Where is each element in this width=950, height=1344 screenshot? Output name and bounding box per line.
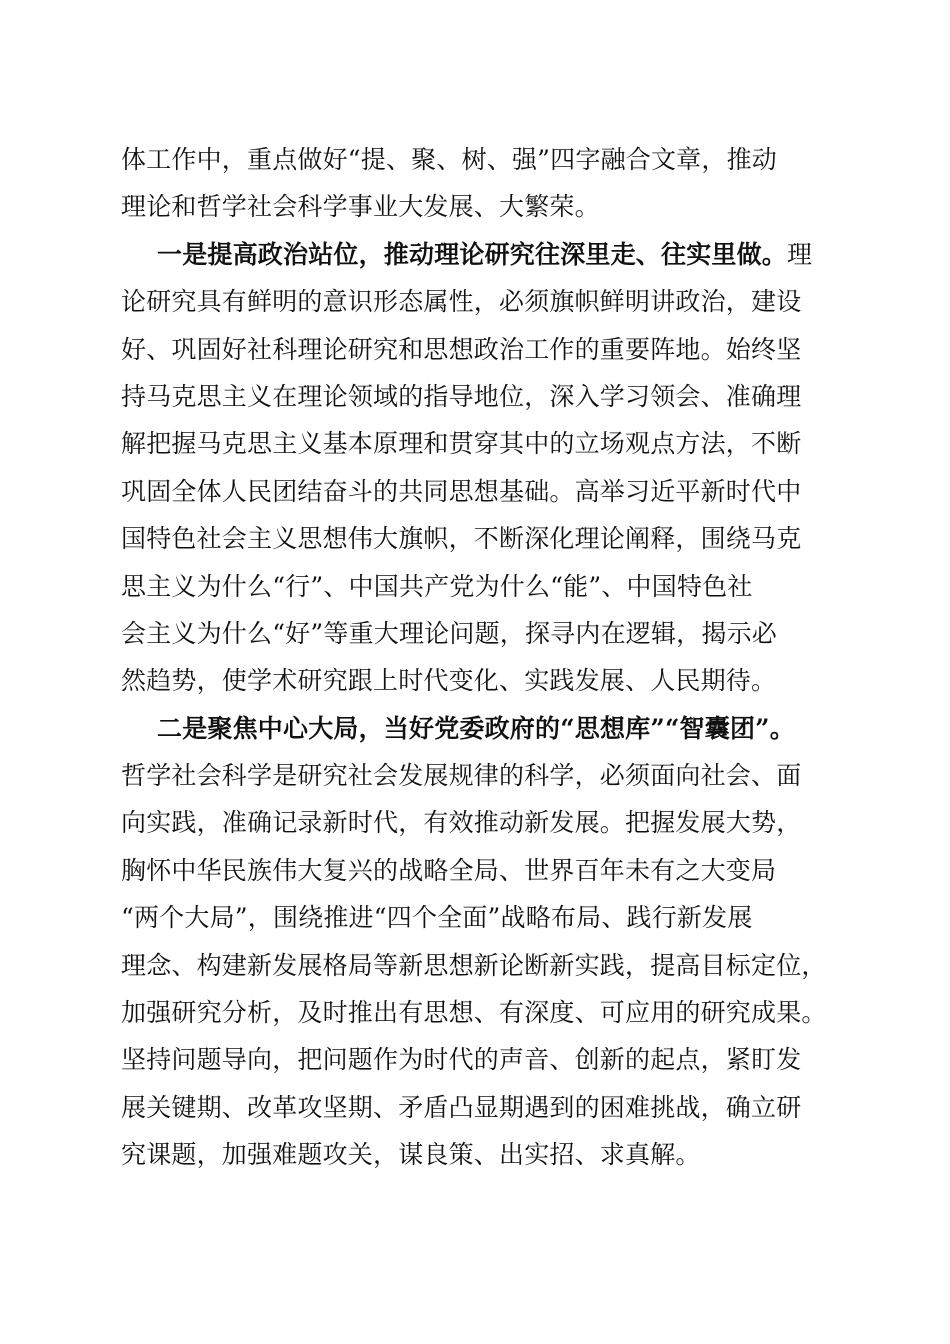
text-line: 国特色社会主义思想伟大旗帜，不断深化理论阐释，围绕马克 [121, 524, 802, 554]
text-fragment: 理 [787, 239, 813, 269]
text-line: 好、巩固好社科理论研究和思想政治工作的重要阵地。始终坚 [121, 334, 802, 364]
paragraph-intro [121, 136, 833, 231]
text-line: 思主义为什么“行”、中国共产党为什么“能”、中国特色社 [121, 571, 753, 601]
text-line: 巩固全体人民团结奋斗的共同思想基础。高举习近平新时代中 [121, 476, 802, 506]
text-line: 究课题，加强难题攻关，谋良策、出实招、求真解。 [121, 1140, 701, 1170]
text-line: 理论和哲学社会科学事业大发展、大繁荣。 [121, 192, 600, 222]
paragraph-political-stance [121, 231, 833, 705]
text-line: 胸怀中华民族伟大复兴的战略全局、世界百年未有之大变局 [121, 855, 777, 885]
paragraph-heading: 二是聚焦中心大局，当好党委政府的“思想库”“智囊团”。 [157, 713, 795, 743]
text-line: “两个大局”，围绕推进“四个全面”战略布局、践行新发展 [121, 903, 753, 933]
text-line: 论研究具有鲜明的意识形态属性，必须旗帜鲜明讲政治，建设 [121, 287, 802, 317]
text-line: 持马克思主义在理论领域的指导地位，深入学习领会、准确理 [121, 381, 802, 411]
text-line: 理念、构建新发展格局等新思想新论断新实践，提高目标定位， [121, 950, 827, 980]
text-line: 解把握马克思主义基本原理和贯穿其中的立场观点方法，不断 [121, 429, 802, 459]
document-body [121, 136, 833, 1179]
text-line: 坚持问题导向，把问题作为时代的声音、创新的起点，紧盯发 [121, 1045, 802, 1075]
text-line: 体工作中，重点做好“提、聚、树、强”四字融合文章，推动 [121, 145, 777, 174]
text-line: 向实践，准确记录新时代，有效推动新发展。把握发展大势， [121, 808, 802, 838]
text-line: 哲学社会科学是研究社会发展规律的科学，必须面向社会、面 [121, 761, 802, 791]
paragraph-central-overall [121, 705, 833, 1179]
text-line: 加强研究分析，及时推出有思想、有深度、可应用的研究成果。 [121, 998, 827, 1028]
paragraph-heading: 一是提高政治站位，推动理论研究往深里走、往实里做。 [157, 239, 788, 269]
text-line: 展关键期、改革攻坚期、矛盾凸显期遇到的困难挑战，确立研 [121, 1092, 802, 1122]
text-line [121, 231, 833, 278]
text-line: 会主义为什么“好”等重大理论问题，探寻内在逻辑，揭示必 [121, 618, 777, 648]
text-line: 然趋势，使学术研究跟上时代变化、实践发展、人民期待。 [121, 666, 777, 696]
